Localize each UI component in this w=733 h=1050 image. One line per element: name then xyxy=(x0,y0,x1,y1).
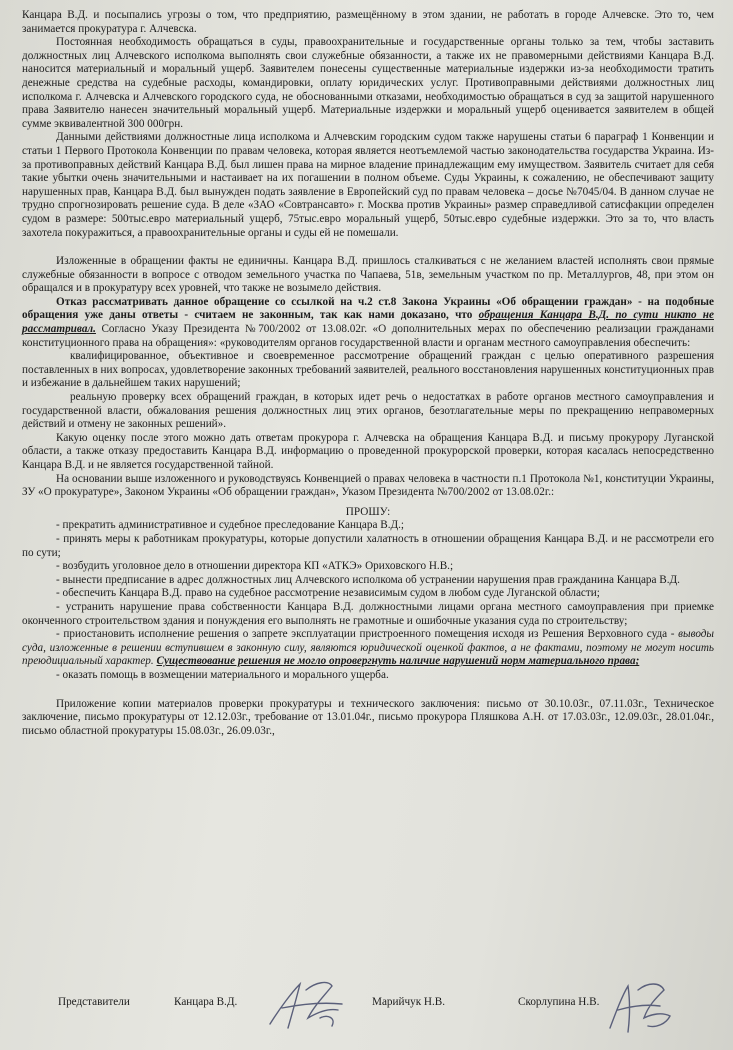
paragraph-damages: Постоянная необходимость обращаться в суды, правоохранительные и государственные органы только за тем, чтобы заставить должностных лиц Алчевского исполкома выполнять свои служебные обязанности, а также их не правомерными действиями Канцара В.Д. наносится материальный и моральный ущерб. Заявителем понесены существенные материальные издержки из-за необходимости тратить денежные средства на судебные расходы, командировки, оплату юридических услуг. Противоправными действиями должностных лиц исполкома г. Алчевска и Алчевского городского суда, не обоснованными отказами, необходимостью обращаться в суд за защитой нарушенного права Заявителю нанесен значительный моральный ущерб. Материальные издержки и моральный ущерб оценивается заявителем в общей сумме эквивалентной 300 000грн. xyxy=(22,36,714,130)
paragraph-real-check: реальную проверку всех обращений граждан, в которых идет речь о недостатках в работе органов местного самоуправления и государственной власти, обжалования решения должностных лиц этих органов, безотлагательные меры по прекращению неправомерных действий и отмену не законных решений». xyxy=(22,391,714,431)
paragraph-facts: Изложенные в обращении факты не единичны. Канцара В.Д. пришлось сталкиваться с не желанием властей исполнять свои прямые служебные обязанности в вопросе с отводом земельного участка по Чапаева, 51в, земельным участком по пр. Металлургов, 48, при этом он обращался и в прокуратуру всех уровней, что также не возымело действия. xyxy=(22,255,714,295)
request-item-5: - обеспечить Канцара В.Д. право на судебное рассмотрение независимым судом в любом суде Луганской области; xyxy=(56,587,600,600)
request-item-8: - оказать помощь в возмещении материального и морального ущерба. xyxy=(56,668,389,681)
request-item-4: - вынести предписание в адрес должностных лиц Алчевского исполкома об устранении нарушения прав гражданина Канцара В.Д. xyxy=(56,573,680,586)
signature-block xyxy=(0,988,733,1038)
request-item-6: - устранить нарушение права собственности Канцара В.Д. должностными лицами органа местного самоуправления при приемке оконченного строительством здания и понуждения его выполнять не грамотные и ошибочные указания суда по строительству; xyxy=(22,600,714,627)
signer-name-2: Марийчук Н.В. xyxy=(372,996,446,1008)
refusal-decree-text: Согласно Указу Президента №700/2002 от 13.08.02г. «О дополнительных мерах по обеспечению реализации гражданами конституционного права на обращения»: «руководителям органов государственной власти и органам местного самоуправления обеспечить: xyxy=(22,323,714,349)
refusal-underlined-text: обращения Канцара В.Д. по сути никто не рассматривал. xyxy=(22,309,714,336)
paragraph-basis: На основании выше изложенного и руководствуясь Конвенцией о правах человека в частности п.1 Протокола №1, конституции Украины, ЗУ «О прокуратуре», Законом Украины «Об обращении граждан», Указом Президента №700/2002 от 13.08.02г.: xyxy=(22,472,714,499)
request-item-7-text: - приостановить исполнение решения о запрете эксплуатации пристроенного помещения исходя из Решения Верховного суда - xyxy=(56,628,679,641)
paragraph-qualified-review: квалифицированное, объективное и своевременное рассмотрение обращений граждан с целью оперативного разрешения поставленных в них вопросах, удовлетворение законных требований заявителей, реального восстановления нарушенных конституционных прав и избежание в дальнейшем таких нарушений; xyxy=(22,350,714,390)
paragraph-convention: Данными действиями должностные лица исполкома и Алчевским городским судом также нарушены статьи 6 параграф 1 Конвенции и статьи 1 Первого Протокола Конвенции по правам человека, которая является неотъемлемой частью законодательства государства Украина. Из-за противоправных действий Канцара В.Д. был лишен права на мирное владение принадлежащим ему имуществом. Заявитель считает для себя такие убытки очень значительными и настаивает на их погашении в полном объеме. Суды Украины, к сожалению, не обеспечивают защиту нарушенных прав, Канцара В.Д. был вынужден подать заявление в Европейский суд по правам человека – досье №7045/04. В данном случае не трудно спрогнозировать решение суда. В деле «ЗАО «Совтрансавто» г. Москва против Украины» размер справедливой сатисфакции определен судом в размере: 500тыс.евро материальный ущерб, 75тыс.евро моральный ущерб, 50тыс.евро судебные издержки. Это за то, что власть захотела покуражиться, а правоохранительные органы и суды ей не помешали. xyxy=(22,131,714,239)
request-item-7-bold: Существование решения не могло опровергнуть наличие нарушений норм материального права; xyxy=(156,655,640,668)
document-body xyxy=(22,9,714,738)
signature-label: Представители xyxy=(58,996,130,1008)
signer-name-3: Скорлупина Н.В. xyxy=(518,996,600,1008)
request-item-7-italic: выводы суда, изложенные в решении вступившем в законную силу, являются юридической оценкой фактов, а не фактами, поэтому не могут носить преюдициальный характер. xyxy=(22,628,714,668)
request-item-3: - возбудить уголовное дело в отношении директора КП «АТКЭ» Ориховского Н.В.; xyxy=(56,560,454,573)
refusal-bold-text: Отказ рассматривать данное обращение со ссылкой на ч.2 ст.8 Закона Украины «Об обращении граждан» - на подобные обращения уже даны ответы - считаем не законным, так как нами доказано, что xyxy=(22,295,714,322)
paragraph-assessment: Какую оценку после этого можно дать ответам прокурора г. Алчевска на обращения Канцара В.Д. и письму прокурору Луганской области, а также отказу предоставить Канцара В.Д. информацию о проведенной прокурорской проверки, которая касалась непосредственно Канцара В.Д. и не является государственной тайной. xyxy=(22,431,714,471)
request-item-1: - прекратить административное и судебное преследование Канцара В.Д.; xyxy=(56,519,405,532)
request-item-2: - принять меры к работникам прокуратуры, которые допустили халатность в отношении обращения Канцара В.Д. и не рассмотрели его по сути; xyxy=(22,532,714,559)
signature-3-icon xyxy=(600,976,680,1036)
paragraph-intro: Канцара В.Д. и посыпались угрозы о том, что предприятию, размещённому в этом здании, не работать в городе Алчевске. Это то, чем занимается прокуратура г. Алчевска. xyxy=(22,9,714,35)
attachments-paragraph: Приложение копии материалов проверки прокуратуры и технического заключения: письмо от 30.10.03г., 07.11.03г., Техническое заключение, письмо прокуратуры от 12.12.03г., требование от 13.01.04г., письмо прокурора Пляшкова А.Н. от 17.03.03г., 12.09.03г., 28.01.04г., письмо областной прокуратуры 15.08.03г., 26.09.03г., xyxy=(22,697,714,737)
request-heading: ПРОШУ: xyxy=(345,505,391,518)
request-item-7 xyxy=(22,628,714,669)
signature-1-icon xyxy=(262,978,354,1036)
signer-name-1: Канцара В.Д. xyxy=(174,996,238,1008)
paragraph-refusal xyxy=(22,296,714,350)
